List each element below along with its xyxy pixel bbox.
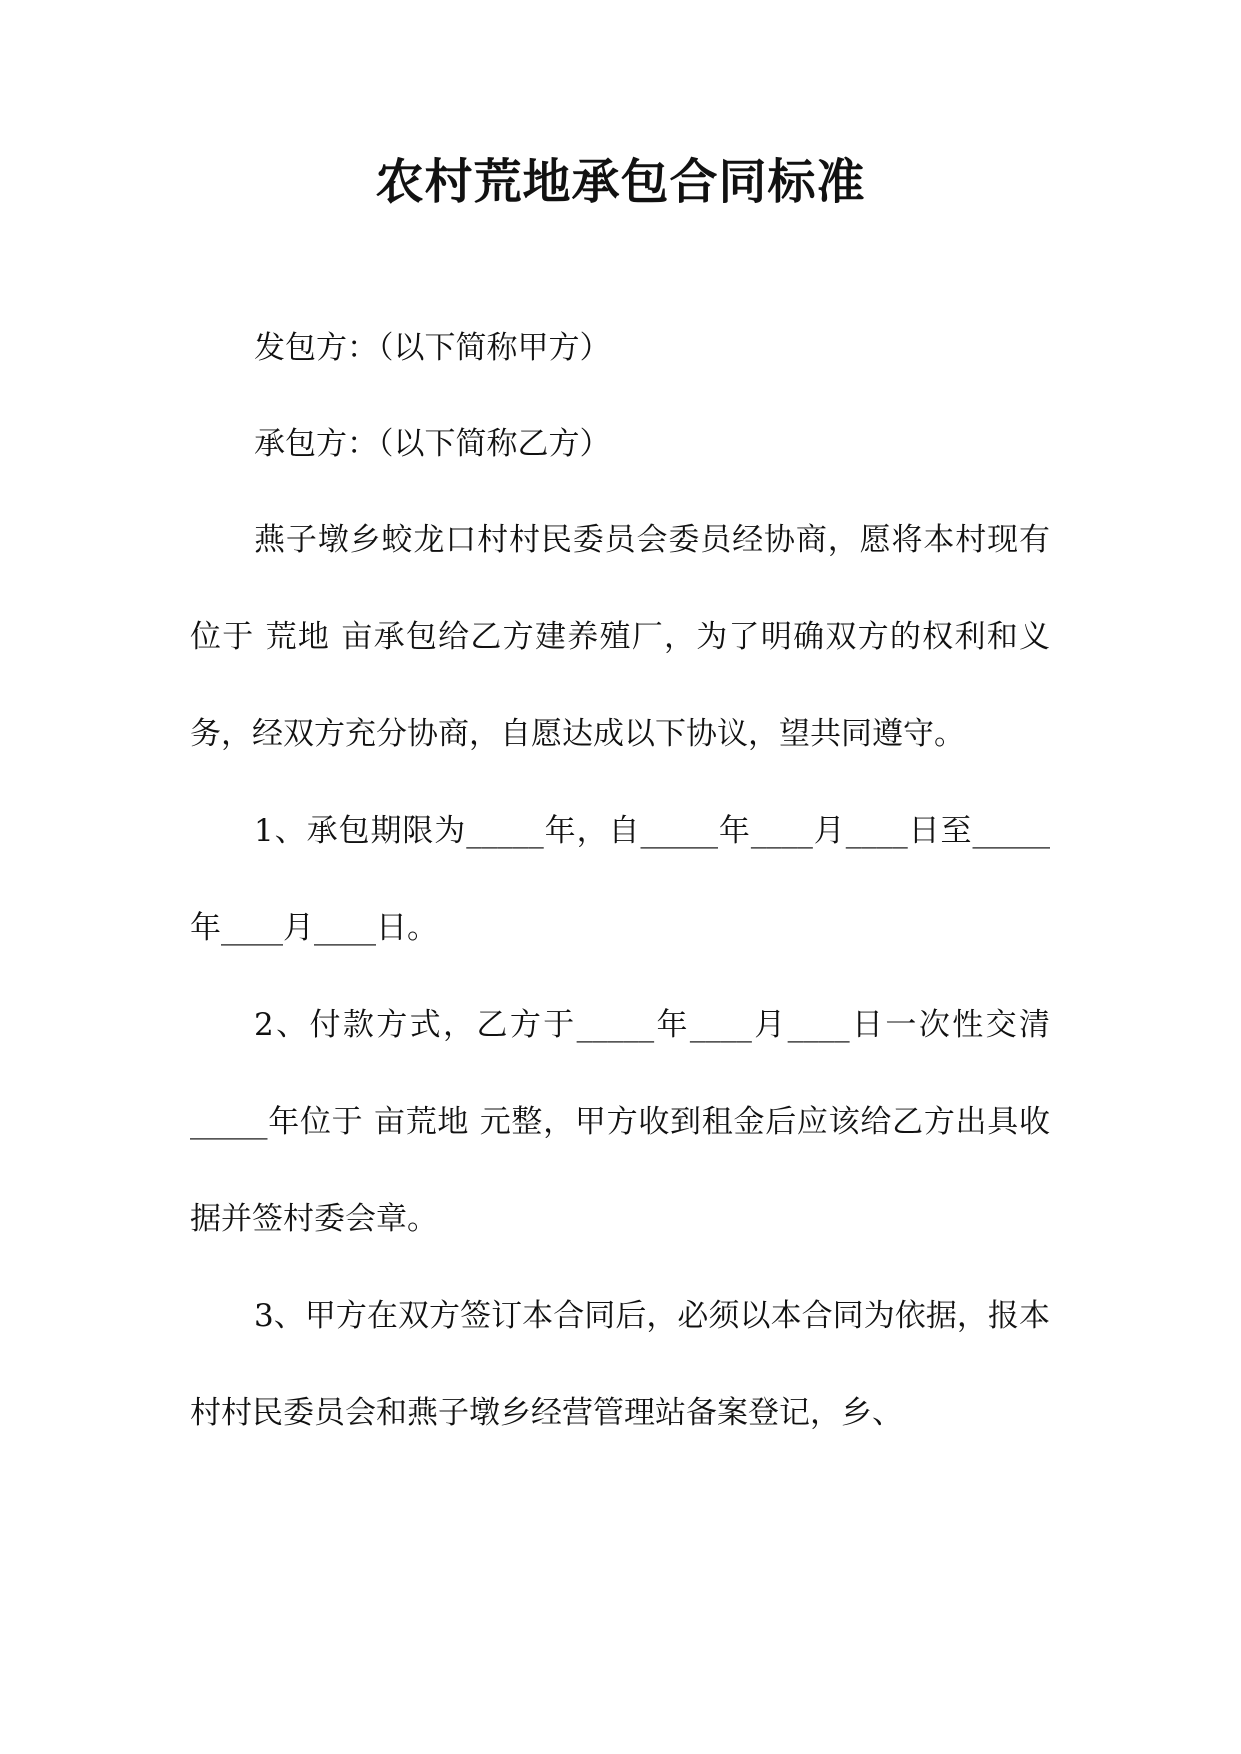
document-title: 农村荒地承包合同标准 — [375, 154, 866, 210]
clause-2-paragraph: 2、付款方式，乙方于_____年____月____日一次性交清_____年位于 亩荒地 元整，甲方收到租金后应该给乙方出具收据并签村委会章。 — [190, 1007, 1050, 1237]
document-body — [190, 300, 1050, 1462]
party-a-line: 发包方：（以下简称甲方） — [254, 330, 611, 366]
intro-paragraph: 燕子墩乡蛟龙口村村民委员会委员经协商，愿将本村现有位于 荒地 亩承包给乙方建养殖厂，为了明确双方的权利和义务，经双方充分协商，自愿达成以下协议，望共同遵守。 — [190, 522, 1050, 752]
party-b-line: 承包方：（以下简称乙方） — [254, 426, 611, 462]
clause-3-paragraph: 3、甲方在双方签订本合同后，必须以本合同为依据，报本村村民委员会和燕子墩乡经营管理站备案登记，乡、 — [190, 1298, 1050, 1431]
clause-1-paragraph: 1、承包期限为_____年，自_____年____月____日至_____年____月____日。 — [190, 813, 1050, 946]
